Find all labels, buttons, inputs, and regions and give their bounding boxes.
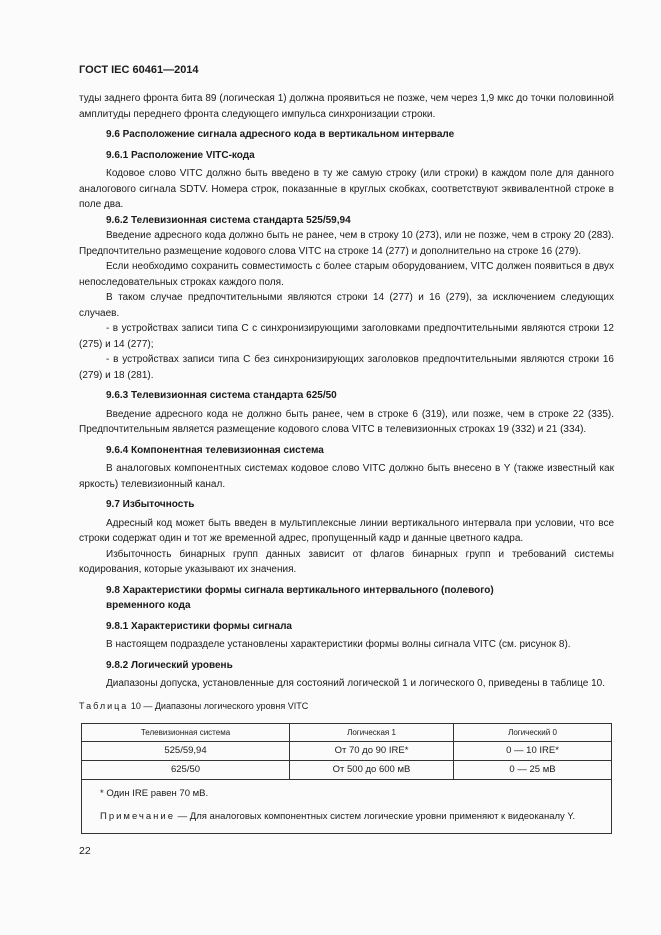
logic-levels-table [81,723,612,780]
paragraph: Адресный код может быть введен в мультиплексные линии вертикального интервала при условии, что все строки содержат один и тот же временной адрес, пропущенный кадр и данные цветного кадра. [79,517,614,544]
table-cell: 525/59,94 [82,742,290,761]
table-footnote: * Один IRE равен 70 мВ. [100,788,209,799]
paragraph: В таком случае предпочтительными являются строки 14 (277) и 16 (279), за исключением следующих случаев. [79,292,614,319]
page-number: 22 [79,845,91,857]
paragraph: Избыточность бинарных групп данных зависит от флагов бинарных групп и требований системы кодирования, которые указывают их значения. [79,548,614,575]
paragraph: Если необходимо сохранить совместимость с более старым оборудованием, VITC должен появиться в двух непоследовательных строках каждого поля. [79,261,614,288]
table-cell: 0 — 10 IRE* [454,742,612,761]
body-text [79,91,614,834]
paragraph: Введение адресного кода должно быть не ранее, чем в строку 10 (273), или не позже, чем в строку 20 (283). Предпочтительно размещение кодового слова VITC на строке 14 (277) и дополнительно на строке 16 (279). [79,230,614,257]
table-cell: От 70 до 90 IRE* [290,742,454,761]
note-text: — Для аналоговых компонентных систем логические уровни применяют к видеоканалу Y. [175,811,576,822]
section-heading-9-6-4: 9.6.4 Компонентная телевизионная система [106,444,324,456]
paragraph: Диапазоны допуска, установленные для состояний логической 1 и логического 0, приведены в таблице 10. [106,678,605,689]
table-cell: 0 — 25 мВ [454,761,612,780]
table-caption [79,699,614,715]
table-note [100,809,575,825]
table-header-cell: Логический 0 [454,724,612,742]
table-header-cell: Логическая 1 [290,724,454,742]
section-heading-9-8-1: 9.8.1 Характеристики формы сигнала [106,620,292,632]
section-heading-9-8-continued: временного кода [106,600,191,611]
table-row [82,742,612,761]
table-caption-text: 10 — Диапазоны логического уровня VITC [130,700,309,711]
paragraph: Кодовое слово VITC должно быть введено в ту же самую строку (или строки) в каждом поле для данного аналогового сигнала SDTV. Номера строк, показанные в круглых скобках, соответствуют эквивалентной строке в поле два. [79,168,614,210]
list-item: - в устройствах записи типа С без синхронизирующих заголовков предпочтительными являются строки 16 (279) и 18 (281). [79,354,614,381]
table-footer [81,780,612,834]
paragraph: туды заднего фронта бита 89 (логическая 1) должна проявиться не позже, чем через 1,9 мкс до точки половинной амплитуды переднего фронта следующего импульса синхронизации строки. [79,93,614,120]
table-header-cell: Телевизионная система [82,724,290,742]
section-heading-9-6: 9.6 Расположение сигнала адресного кода в вертикальном интервале [106,129,455,140]
list-item: - в устройствах записи типа С с синхронизирующими заголовками предпочтительными являются строки 12 (275) и 14 (277); [79,323,614,350]
table-caption-label: Таблица [79,700,129,711]
section-heading-9-6-2: 9.6.2 Телевизионная система стандарта 525/59,94 [106,214,351,226]
table-header-row [82,724,612,742]
table-row [82,761,612,780]
section-heading-9-7: 9.7 Избыточность [106,499,195,510]
table-cell: От 500 до 600 мВ [290,761,454,780]
paragraph: Введение адресного кода не должно быть ранее, чем в строке 6 (319), или позже, чем в строке 22 (335). Предпочтительным является размещение кодового слова VITC в телевизионных строках 19 (332) и 21 (334). [79,408,614,435]
table-cell: 625/50 [82,761,290,780]
paragraph: В аналоговых компонентных системах кодовое слово VITC должно быть внесено в Y (также известный как яркость) телевизионный канал. [79,463,614,490]
paragraph: В настоящем подразделе установлены характеристики формы волны сигнала VITC (см. рисунок 8). [106,639,571,650]
section-heading-9-8: 9.8 Характеристики формы сигнала вертикального интервального (полевого) [106,584,494,596]
section-heading-9-6-1: 9.6.1 Расположение VITC-кода [106,149,255,161]
section-heading-9-6-3: 9.6.3 Телевизионная система стандарта 625/50 [106,390,337,401]
standard-header: ГОСТ IEC 60461—2014 [79,64,199,76]
note-label: Примечание [100,811,175,822]
section-heading-9-8-2: 9.8.2 Логический уровень [106,659,233,671]
